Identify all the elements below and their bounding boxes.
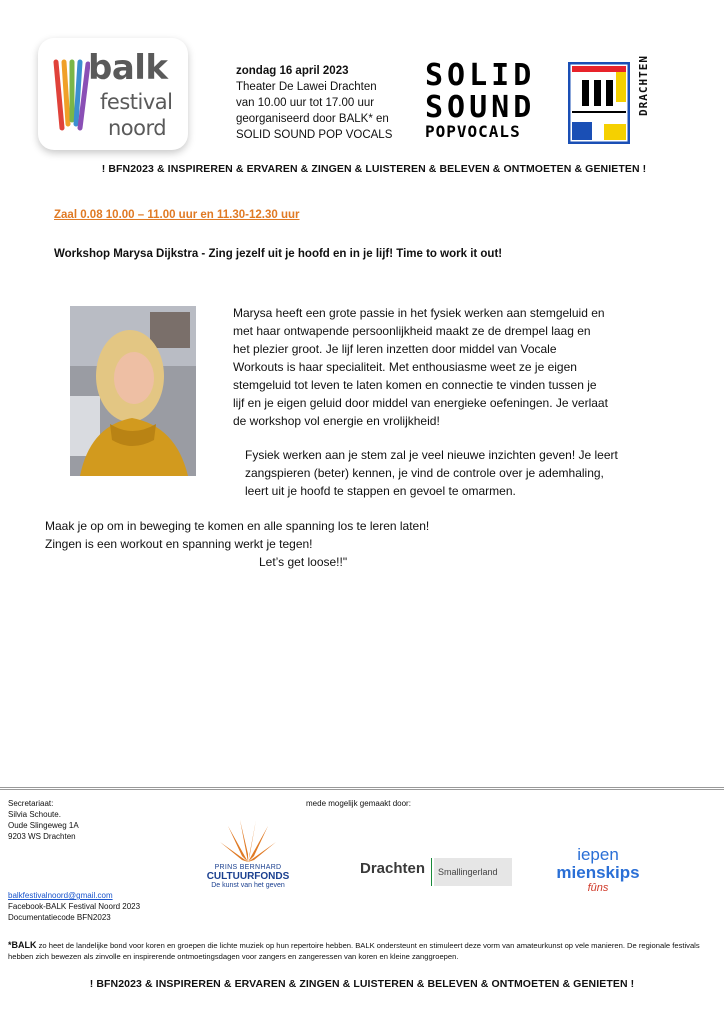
closing-line: Let’s get loose!!" (259, 555, 348, 569)
closing-paragraph (45, 517, 429, 571)
facebook-text: Facebook-BALK Festival Noord 2023 (8, 902, 141, 911)
closing-line: Zingen is een workout en spanning werkt je tegen! (45, 537, 313, 551)
balk-disclaimer (8, 940, 718, 962)
drachten-smallingerland-logo (360, 858, 510, 888)
solid-sound-word-3: POPVOCALS (425, 122, 521, 141)
benefits-line: leert uit je hoofd te stappen en gevoel te omarmen. (245, 484, 516, 498)
tagline-bottom: ! BFN2023 & INSPIREREN & ERVAREN & ZINGEN & LUISTEREN & BELEVEN & ONTMOETEN & GENIETEN ! (89, 978, 635, 990)
smallingerland-text: Smallingerland (434, 858, 512, 886)
secretariat-label: Secretariaat: (8, 799, 54, 808)
pbc-line-1: PRINS BERNHARD (214, 864, 282, 871)
bio-line: lijf en je eigen geluid door middel van energieke oefeningen. Je verlaat (233, 396, 608, 410)
solid-sound-word-1: SOLID (425, 58, 536, 93)
logo-line-festival: festival (100, 90, 173, 114)
pbc-logo (200, 818, 296, 906)
footer-divider (0, 787, 724, 790)
closing-line: Maak je op om in beweging te komen en alle spanning los te leren laten! (45, 519, 430, 533)
bio-line: Workouts is haar specialiteit. Met enthousiasme weet ze je eigen (233, 360, 577, 374)
event-venue: Theater De Lawei Drachten (236, 81, 377, 93)
balk-festival-logo (38, 38, 188, 150)
tagline-top: ! BFN2023 & INSPIREREN & ERVAREN & ZINGEN & LUISTEREN & BELEVEN & ONTMOETEN & GENIETEN ! (101, 163, 647, 175)
portrait-photo (70, 306, 196, 476)
bio-line: het plezier groot. Je lijf leren inzetten door middel van Vocale (233, 342, 557, 356)
bio-line: stemgeluid tot leven te laten komen en connectie te vinden tussen je (233, 378, 597, 392)
workshop-title: Workshop Marysa Dijkstra - Zing jezelf uit je hoofd en in je lijf! Time to work it out! (54, 248, 503, 260)
event-info (236, 63, 392, 143)
contact-block (8, 890, 140, 923)
iepen-mienskipsfuns-logo (548, 846, 648, 894)
benefits-line: zangspieren (beter) kennen, je vind de controle over je ademhaling, (245, 466, 604, 480)
iepen-text: iepen (577, 845, 619, 864)
pbc-line-3: De kunst van het geven (211, 882, 285, 889)
event-organizer: georganiseerd door BALK* en (236, 113, 389, 125)
portrait-illustration (70, 306, 196, 476)
mienskips-text: mienskips (556, 863, 640, 882)
email-link[interactable]: balkfestivalnoord@gmail.com (8, 891, 113, 900)
session-room: Zaal 0.08 10.00 – 11.00 uur en 11.30-12.30 uur (54, 209, 300, 221)
microphone-stripes-icon (50, 58, 90, 138)
logo-line-noord: noord (108, 116, 167, 140)
solid-sound-logo (425, 55, 665, 144)
bio-line: de workshop vol energie en vrolijkheid! (233, 414, 440, 428)
doc-code: Documentatiecode BFN2023 (8, 913, 111, 922)
drachten-text: Drachten (360, 860, 426, 877)
logo-line-balk: balk (88, 48, 168, 88)
event-organizer-2: SOLID SOUND POP VOCALS (236, 129, 393, 141)
sponsors-label: mede mogelijk gemaakt door: (306, 799, 411, 808)
benefits-paragraph (245, 446, 665, 500)
secretariat-city: 9203 WS Drachten (8, 832, 76, 841)
event-hours: van 10.00 uur tot 17.00 uur (236, 97, 375, 109)
piano-keys-icon (568, 62, 630, 144)
bio-paragraph (233, 304, 663, 430)
secretariat-street: Oude Slingeweg 1A (8, 821, 79, 830)
benefits-line: Fysiek werken aan je stem zal je veel nieuwe inzichten geven! Je leert (245, 448, 618, 462)
funs-text: fûns (587, 882, 609, 894)
bio-line: met haar ontwapende persoonlijkheid maakt ze de drempel laag en (233, 324, 591, 338)
secretariat-block (8, 798, 79, 842)
sunflower-icon (218, 818, 278, 864)
secretariat-name: Silvia Schoute. (8, 810, 61, 819)
solid-sound-side: DRACHTEN (637, 55, 650, 116)
balk-disclaimer-bold: *BALK (8, 940, 37, 950)
bio-line: Marysa heeft een grote passie in het fysiek werken aan stemgeluid en (233, 306, 605, 320)
balk-disclaimer-text: zo heet de landelijke bond voor koren en groepen die lichte muziek op hun repertoire hebben. BALK ondersteunt en stimuleert deze vorm van amateurkunst op vele manieren. De regionale festivals hebben zich bewezen als zinvolle en inspirerende ontmoetingsdagen voor zangers en zangeressen van koren en kleine zanggroepen. (8, 941, 700, 961)
pbc-line-2: CULTUURFONDS (206, 871, 290, 882)
solid-sound-word-2: SOUND (425, 90, 536, 125)
event-date: zondag 16 april 2023 (236, 65, 349, 77)
